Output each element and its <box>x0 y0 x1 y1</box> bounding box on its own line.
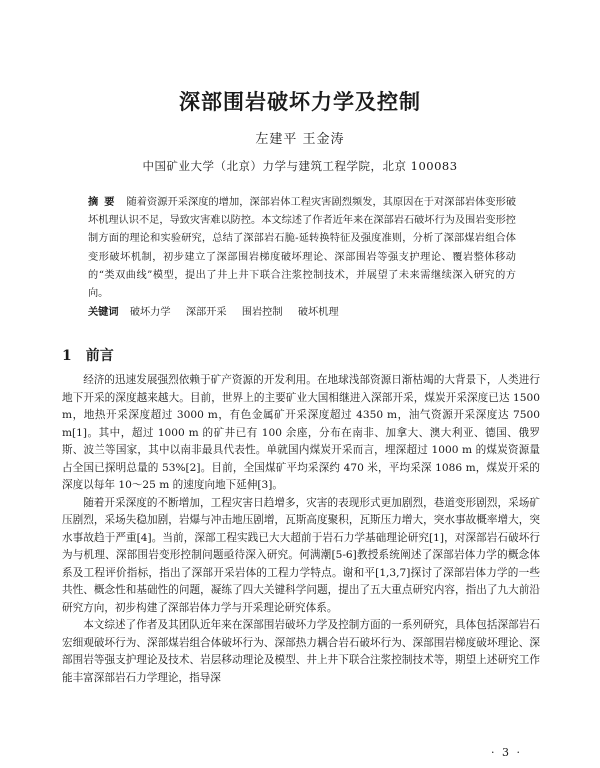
paragraph: 经济的迅速发展强烈依赖于矿产资源的开发利用。在地球浅部资源日渐枯竭的大背景下，人类进行地下开采的深度越来越大。目前，世界上的主要矿业大国相继进入深部开采，煤炭开采深度已达 1500 m，地热开采深度超过 3000 m，有色金属矿开采深度超过 4350 m，油气资源开采深度达 7500 m[1]。其中，超过 1000 m 的矿井已有 100 余座，分布在南非、加拿大、澳大利亚、德国、俄罗斯、波兰等国家，其中以南非最具代表性。单就国内煤炭开采而言，埋深超过 1000 m 的煤炭资源量占全国已探明总量的 53%[2]。目前，全国煤矿平均采深约 470 米，平均采深 1086 m，煤炭开采的深度以每年 10～25 m 的速度向地下延伸[3]。 <box>62 374 540 491</box>
keyword: 破坏机理 <box>297 307 339 318</box>
section-number: 1 <box>62 348 72 364</box>
paragraph: 本文综述了作者及其团队近年来在深部围岩破坏力学及控制方面的一系列研究，具体包括深部岩石宏细观破坏行为、深部煤岩组合体破坏行为、深部热力耦合岩石破坏行为、深部围岩梯度破坏理论、深部围岩等强支护理论及技术、岩层移动理论及模型、井上井下联合注浆控制技术等，期望上述研究工作能丰富深部岩石力学理论，指导深 <box>62 619 540 684</box>
keywords-block <box>88 303 516 322</box>
page-number: · 3 · <box>491 746 522 759</box>
keyword: 围岩控制 <box>241 307 283 318</box>
keyword: 破坏力学 <box>129 307 171 318</box>
paper-title: 深部围岩破坏力学及控制 <box>179 89 421 114</box>
section-title: 前言 <box>85 348 114 364</box>
keywords-label: 关键词 <box>88 306 119 318</box>
paragraph: 随着开采深度的不断增加，工程灾害日趋增多，灾害的表现形式更加剧烈，巷道变形剧烈，采场矿压剧烈，采场失稳加剧，岩爆与冲击地压剧增，瓦斯高度聚积，瓦斯压力增大，突水事故概率增大，突水事故趋于严重[4]。当前，深部工程实践已大大超前于岩石力学基础理论研究[1]，对深部岩石破坏行为与机理、深部围岩变形控制问题亟待深入研究。何满潮[5-6]教授系统阐述了深部岩体力学的概念体系及工程评价指标，指出了深部开采岩体的工程力学特点。谢和平[1,3,7]探讨了深部岩体力学的一些共性、概念性和基础性的问题，凝练了四大关键科学问题，提出了五大重点研究内容，指出了九大前沿研究方向，初步构建了深部岩体力学与开采理论研究体系。 <box>62 496 540 614</box>
body-text <box>62 372 540 687</box>
affiliation: 中国矿业大学（北京）力学与建筑工程学院，北京 100083 <box>142 159 458 173</box>
abstract-text: 随着资源开采深度的增加，深部岩体工程灾害剧烈频发，其原因在于对深部岩体变形破坏机理认识不足，导致灾害难以防控。本文综述了作者近年来在深部岩石破坏行为及围岩变形控制方面的理论和实验研究，总结了深部岩石脆-延转换特征及强度准则，分析了深部煤岩组合体变形破坏机制，初步建立了深部围岩梯度破坏理论、深部围岩等强支护理论、覆岩整体移动的“类双曲线”模型，提出了井上井下联合注浆控制技术，并展望了未来需继续深入研究的方向。 <box>88 197 517 300</box>
abstract-label: 摘要 <box>88 196 121 208</box>
section-heading <box>62 345 114 365</box>
abstract-block <box>88 193 516 303</box>
author-list: 左建平 王金涛 <box>255 132 345 147</box>
keyword: 深部开采 <box>185 307 227 318</box>
